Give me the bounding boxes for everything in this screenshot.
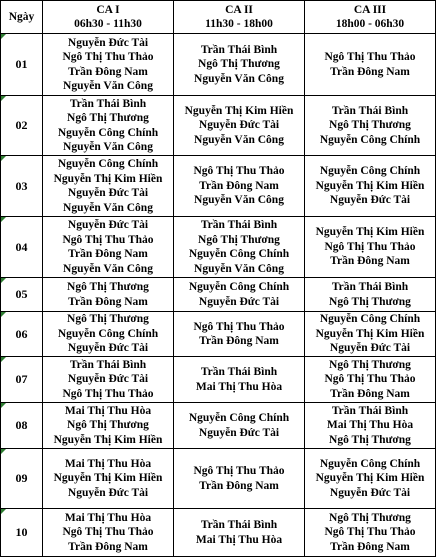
staff-name: Nguyễn Văn Công bbox=[194, 133, 284, 146]
staff-name: Nguyễn Đức Tài bbox=[67, 187, 149, 199]
staff-name: Nguyễn Đức Tài bbox=[198, 295, 280, 308]
shift-2-cell bbox=[174, 357, 305, 403]
staff-name: Trần Thái Bình bbox=[69, 358, 147, 371]
staff-name: Trần Đông Nam bbox=[330, 540, 410, 553]
staff-name: Ngô Thị Thương bbox=[198, 233, 280, 246]
staff-name: Nguyễn Công Chính bbox=[188, 412, 290, 424]
staff-name: Nguyễn Văn Công bbox=[63, 201, 153, 214]
day-cell bbox=[1, 278, 43, 312]
day-cell bbox=[1, 96, 43, 156]
day-cell bbox=[1, 403, 43, 449]
staff-name: Mai Thị Thu Hòa bbox=[195, 380, 283, 393]
staff-name: Ngô Thị Thu Thảo bbox=[324, 373, 416, 386]
day-number: 06 bbox=[15, 326, 28, 341]
shift-3-cell bbox=[305, 96, 436, 156]
day-cell bbox=[1, 312, 43, 357]
staff-name: Trần Thái Bình bbox=[200, 219, 278, 231]
day-row bbox=[1, 403, 436, 449]
shift-2-header bbox=[174, 1, 305, 34]
shift-3-header bbox=[305, 1, 436, 34]
shift-1-cell bbox=[43, 357, 174, 403]
staff-name: Ngô Thị Thu Thảo bbox=[193, 165, 285, 178]
day-number: 08 bbox=[15, 418, 28, 433]
shift-3-cell bbox=[305, 34, 436, 96]
day-number: 10 bbox=[15, 525, 28, 540]
shift-1-cell bbox=[43, 312, 174, 357]
staff-name: Ngô Thị Thu Thảo bbox=[324, 526, 416, 539]
staff-name: Ngô Thị Thương bbox=[329, 119, 411, 132]
staff-name: Nguyễn Đức Tài bbox=[67, 486, 149, 499]
staff-name: Ngô Thị Thương bbox=[198, 58, 280, 71]
staff-name: Trần Đông Nam bbox=[68, 248, 148, 260]
cell-corner-marker bbox=[1, 357, 6, 362]
shift-3-time: 18h00 - 06h30 bbox=[335, 18, 405, 30]
staff-name: Trần Thái Bình bbox=[69, 97, 147, 110]
cell-corner-marker bbox=[1, 96, 6, 101]
day-number: 01 bbox=[15, 57, 28, 72]
staff-name: Nguyễn Thị Kim Hiền bbox=[315, 179, 425, 192]
shift-2-cell bbox=[174, 278, 305, 312]
staff-name: Nguyễn Công Chính bbox=[57, 126, 159, 139]
day-header-label: Ngày bbox=[8, 10, 35, 23]
staff-name: Ngô Thị Thương bbox=[67, 112, 149, 124]
staff-name: Trần Thái Bình bbox=[200, 519, 278, 531]
staff-name: Nguyễn Văn Công bbox=[63, 80, 153, 92]
staff-name: Nguyễn Công Chính bbox=[319, 457, 421, 470]
cell-corner-marker bbox=[1, 278, 6, 283]
shift-1-cell bbox=[43, 217, 174, 278]
header-row bbox=[1, 1, 436, 34]
staff-name: Trần Đông Nam bbox=[68, 65, 148, 78]
staff-name: Trần Thái Bình bbox=[200, 43, 278, 56]
staff-name: Ngô Thị Thu Thảo bbox=[62, 51, 154, 63]
staff-name: Mai Thị Thu Hòa bbox=[64, 404, 152, 417]
staff-name: Mai Thị Thu Hòa bbox=[195, 533, 283, 546]
staff-name: Ngô Thị Thu Thảo bbox=[193, 465, 285, 477]
staff-name: Nguyễn Thị Kim Hiền bbox=[53, 433, 163, 446]
staff-name: Ngô Thị Thương bbox=[67, 313, 149, 326]
staff-name: Ngô Thị Thương bbox=[329, 433, 411, 446]
day-number: 02 bbox=[15, 118, 28, 133]
shift-1-cell bbox=[43, 509, 174, 557]
staff-name: Nguyễn Thị Kim Hiền bbox=[315, 472, 425, 485]
shift-2-cell bbox=[174, 156, 305, 217]
staff-name: Trần Thái Bình bbox=[331, 281, 409, 293]
shift-1-time: 06h30 - 11h30 bbox=[74, 18, 142, 30]
staff-name: Trần Đông Nam bbox=[199, 179, 279, 192]
staff-name: Ngô Thị Thu Thảo bbox=[324, 51, 416, 63]
shift-1-cell bbox=[43, 96, 174, 156]
staff-name: Ngô Thị Thương bbox=[329, 295, 411, 308]
day-column-header bbox=[1, 1, 43, 34]
staff-name: Mai Thị Thu Hòa bbox=[64, 457, 152, 470]
staff-name: Nguyễn Văn Công bbox=[194, 72, 284, 85]
staff-name: Ngô Thị Thương bbox=[329, 358, 411, 371]
shift-2-cell bbox=[174, 34, 305, 96]
staff-name: Trần Đông Nam bbox=[199, 479, 279, 492]
shift-1-cell bbox=[43, 34, 174, 96]
shift-2-cell bbox=[174, 403, 305, 449]
staff-name: Trần Đông Nam bbox=[330, 387, 410, 400]
staff-name: Nguyễn Công Chính bbox=[188, 281, 290, 293]
shift-2-cell bbox=[174, 96, 305, 156]
cell-corner-marker bbox=[1, 312, 6, 317]
staff-name: Trần Thái Bình bbox=[331, 404, 409, 417]
staff-name: Nguyễn Đức Tài bbox=[329, 342, 411, 355]
day-cell bbox=[1, 217, 43, 278]
staff-name: Nguyễn Đức Tài bbox=[329, 194, 411, 207]
shift-3-cell bbox=[305, 357, 436, 403]
staff-name: Nguyễn Văn Công bbox=[63, 262, 153, 275]
day-row bbox=[1, 34, 436, 96]
staff-name: Nguyễn Thị Kim Hiền bbox=[184, 104, 294, 117]
day-number: 04 bbox=[15, 239, 28, 254]
day-cell bbox=[1, 449, 43, 509]
cell-corner-marker bbox=[1, 34, 6, 39]
staff-name: Ngô Thị Thương bbox=[67, 281, 149, 293]
day-row bbox=[1, 312, 436, 357]
cell-corner-marker bbox=[1, 156, 6, 161]
staff-name: Nguyễn Văn Công bbox=[194, 262, 284, 275]
staff-name: Ngô Thị Thu Thảo bbox=[62, 233, 154, 246]
cell-corner-marker bbox=[1, 449, 6, 454]
staff-name: Nguyễn Thị Kim Hiền bbox=[315, 327, 425, 340]
staff-name: Nguyễn Văn Công bbox=[194, 194, 284, 207]
shift-3-cell bbox=[305, 217, 436, 278]
staff-name: Nguyễn Thị Kim Hiền bbox=[53, 472, 163, 485]
staff-name: Trần Thái Bình bbox=[331, 104, 409, 117]
day-row bbox=[1, 217, 436, 278]
day-row bbox=[1, 449, 436, 509]
staff-name: Ngô Thị Thu Thảo bbox=[324, 240, 416, 253]
staff-name: Nguyễn Công Chính bbox=[319, 313, 421, 326]
staff-name: Mai Thị Thu Hòa bbox=[64, 511, 152, 524]
day-cell bbox=[1, 34, 43, 96]
shift-3-cell bbox=[305, 449, 436, 509]
day-cell bbox=[1, 156, 43, 217]
staff-name: Nguyễn Công Chính bbox=[319, 165, 421, 178]
staff-name: Trần Đông Nam bbox=[68, 540, 148, 553]
day-row bbox=[1, 278, 436, 312]
staff-name: Trần Thái Bình bbox=[200, 366, 278, 378]
staff-name: Ngô Thị Thương bbox=[67, 419, 149, 432]
shift-2-name: CA II bbox=[225, 3, 253, 16]
staff-name: Nguyễn Thị Kim Hiền bbox=[315, 226, 425, 239]
shift-3-cell bbox=[305, 403, 436, 449]
day-cell bbox=[1, 509, 43, 557]
shift-2-cell bbox=[174, 449, 305, 509]
shift-3-cell bbox=[305, 156, 436, 217]
shift-1-cell bbox=[43, 156, 174, 217]
staff-name: Ngô Thị Thu Thảo bbox=[62, 387, 154, 400]
staff-name: Nguyễn Đức Tài bbox=[67, 342, 149, 355]
day-number: 03 bbox=[15, 178, 28, 193]
day-row bbox=[1, 96, 436, 156]
staff-name: Nguyễn Đức Tài bbox=[67, 219, 149, 231]
day-row bbox=[1, 156, 436, 217]
day-number: 07 bbox=[15, 372, 28, 387]
shift-1-cell bbox=[43, 449, 174, 509]
staff-name: Nguyễn Thị Kim Hiền bbox=[53, 172, 163, 185]
staff-name: Nguyễn Đức Tài bbox=[198, 426, 280, 439]
staff-name: Trần Đông Nam bbox=[330, 65, 410, 78]
shift-1-cell bbox=[43, 278, 174, 312]
staff-name: Trần Đông Nam bbox=[330, 255, 410, 268]
shift-1-header bbox=[43, 1, 174, 34]
staff-name: Nguyễn Đức Tài bbox=[67, 36, 149, 49]
cell-corner-marker bbox=[1, 403, 6, 408]
shift-3-cell bbox=[305, 278, 436, 312]
day-row bbox=[1, 357, 436, 403]
shift-3-name: CA III bbox=[353, 3, 387, 16]
shift-1-name: CA I bbox=[96, 3, 120, 16]
day-row bbox=[1, 509, 436, 557]
staff-name: Nguyễn Công Chính bbox=[57, 158, 159, 170]
day-cell bbox=[1, 357, 43, 403]
staff-name: Nguyễn Đức Tài bbox=[329, 486, 411, 499]
shift-3-cell bbox=[305, 312, 436, 357]
staff-name: Ngô Thị Thương bbox=[329, 511, 411, 524]
cell-corner-marker bbox=[1, 217, 6, 222]
shift-2-cell bbox=[174, 217, 305, 278]
shift-1-cell bbox=[43, 403, 174, 449]
staff-name: Mai Thị Thu Hòa bbox=[326, 419, 414, 432]
staff-name: Nguyễn Công Chính bbox=[188, 248, 290, 260]
day-number: 09 bbox=[15, 471, 28, 486]
staff-name: Trần Đông Nam bbox=[199, 335, 279, 347]
staff-name: Nguyễn Đức Tài bbox=[198, 119, 280, 132]
shift-3-cell bbox=[305, 509, 436, 557]
staff-name: Trần Đông Nam bbox=[68, 295, 148, 308]
shift-2-time: 11h30 - 18h00 bbox=[205, 18, 273, 30]
cell-corner-marker bbox=[1, 509, 6, 514]
roster-body bbox=[1, 34, 436, 557]
shift-2-cell bbox=[174, 509, 305, 557]
staff-name: Nguyễn Đức Tài bbox=[67, 373, 149, 386]
staff-name: Nguyễn Công Chính bbox=[319, 133, 421, 146]
staff-name: Nguyễn Công Chính bbox=[57, 327, 159, 340]
day-number: 05 bbox=[15, 287, 28, 302]
shift-2-cell bbox=[174, 312, 305, 357]
staff-name: Nguyễn Văn Công bbox=[63, 141, 153, 153]
staff-name: Ngô Thị Thu Thảo bbox=[193, 320, 285, 333]
staff-name: Ngô Thị Thu Thảo bbox=[62, 526, 154, 539]
